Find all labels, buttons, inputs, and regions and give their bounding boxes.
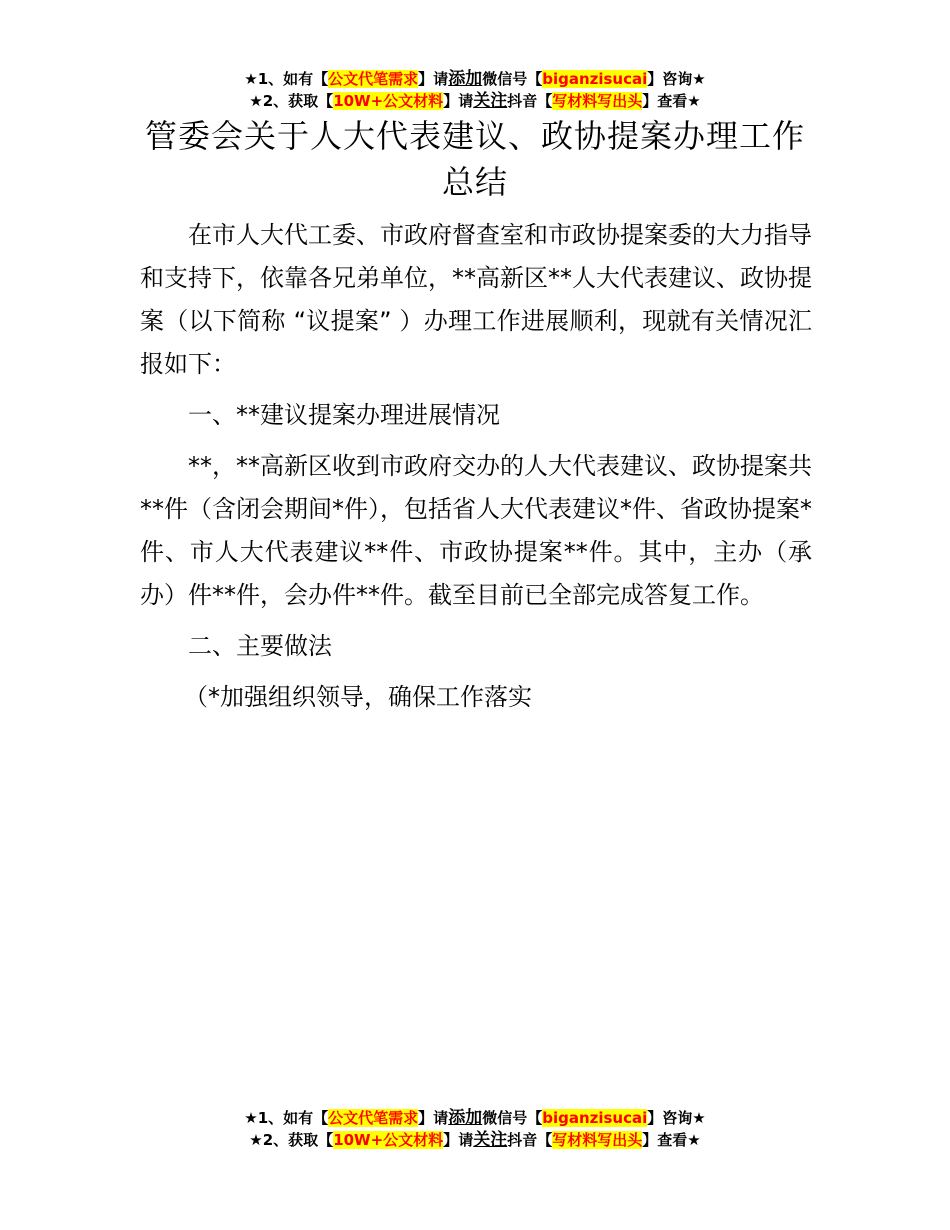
promo-highlight: biganzisucai	[542, 70, 648, 88]
promo-text: 】请	[418, 70, 449, 88]
promo-highlight: 写材料写出头	[552, 92, 643, 110]
promo-text: ★2、获取【	[249, 1131, 334, 1149]
document-body	[140, 214, 812, 727]
promo-highlight: 写材料写出头	[552, 1131, 643, 1149]
promo-line-1	[0, 1107, 950, 1129]
promo-text: ★1、如有【	[244, 1109, 329, 1127]
paragraph-progress: **，**高新区收到市政府交办的人大代表建议、政协提案共**件（含闭会期间*件），包括省人大代表建议*件、省政协提案*件、市人大代表建议**件、市政协提案**件。其中，主办（承办）件**件，会办件**件。截至目前已全部完成答复工作。	[140, 452, 812, 609]
promo-highlight: 10W+公文材料	[333, 92, 444, 110]
promo-highlight: biganzisucai	[542, 1109, 648, 1127]
promo-line-2	[0, 1129, 950, 1151]
promo-text: 】请	[418, 1109, 449, 1127]
promo-emphasis: 关注	[473, 1130, 508, 1150]
promo-text: 】咨询★	[647, 1109, 706, 1127]
promo-emphasis: 关注	[473, 91, 508, 111]
promo-text: 】请	[443, 1131, 474, 1149]
promo-line-1	[0, 68, 950, 90]
promo-highlight: 10W+公文材料	[333, 1131, 444, 1149]
promo-text: 】咨询★	[647, 70, 706, 88]
promo-text: 微信号【	[482, 1109, 543, 1127]
subsection-heading-1: （*加强组织领导，确保工作落实	[184, 683, 532, 711]
promo-text: 】查看★	[642, 92, 701, 110]
document-title	[0, 113, 950, 205]
section-heading-2: 二、主要做法	[188, 632, 332, 660]
promo-line-2	[0, 90, 950, 112]
promo-highlight: 公文代笔需求	[328, 1109, 419, 1127]
promo-footer	[0, 1107, 950, 1151]
promo-text: ★2、获取【	[249, 92, 334, 110]
promo-text: 抖音【	[507, 92, 553, 110]
promo-text: 抖音【	[507, 1131, 553, 1149]
section-heading-1: 一、**建议提案办理进展情况	[188, 401, 500, 429]
paragraph-intro: 在市人大代工委、市政府督查室和市政协提案委的大力指导和支持下，依靠各兄弟单位，**高新区**人大代表建议、政协提案（以下简称 “议提案” ）办理工作进展顺利，现就有关情况汇报如下：	[140, 221, 812, 378]
promo-emphasis: 添加	[448, 69, 483, 89]
title-line-1: 管委会关于人大代表建议、政协提案办理工作	[144, 117, 805, 155]
promo-emphasis: 添加	[448, 1108, 483, 1128]
promo-text: 】请	[443, 92, 474, 110]
promo-text: ★1、如有【	[244, 70, 329, 88]
promo-header	[0, 68, 950, 112]
promo-highlight: 公文代笔需求	[328, 70, 419, 88]
promo-text: 】查看★	[642, 1131, 701, 1149]
promo-text: 微信号【	[482, 70, 543, 88]
title-line-2: 总结	[441, 163, 508, 201]
